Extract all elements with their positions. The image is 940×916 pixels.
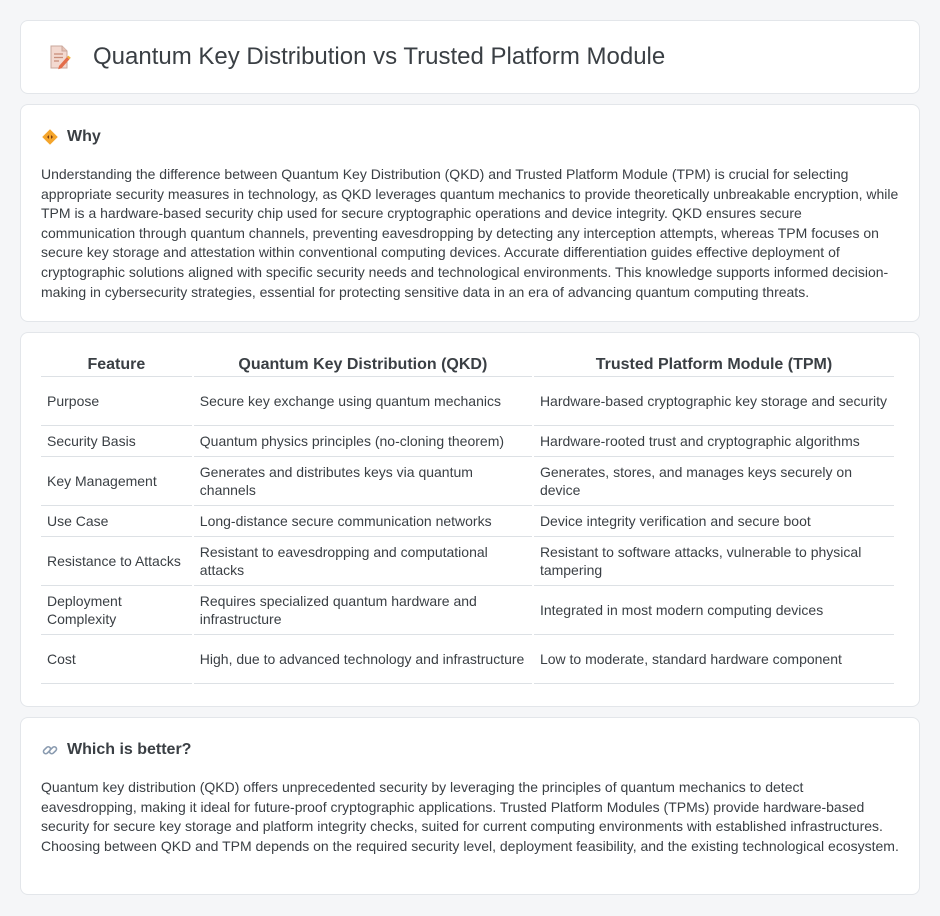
row-feature: Purpose xyxy=(41,377,192,426)
page-title: Quantum Key Distribution vs Trusted Platform Module xyxy=(93,43,666,70)
row-feature: Security Basis xyxy=(41,426,192,457)
title-card xyxy=(20,20,920,94)
row-qkd: Generates and distributes keys via quantum channels xyxy=(194,457,532,506)
row-qkd: Long-distance secure communication networks xyxy=(194,506,532,537)
row-tpm: Hardware-based cryptographic key storage and security xyxy=(534,377,894,426)
row-tpm: Integrated in most modern computing devices xyxy=(534,586,894,635)
table-row xyxy=(41,457,894,506)
row-feature: Cost xyxy=(41,635,192,684)
table-row xyxy=(41,426,894,457)
row-qkd: Resistant to eavesdropping and computational attacks xyxy=(194,537,532,586)
diamond-signal-icon xyxy=(41,128,59,146)
row-tpm: Generates, stores, and manages keys securely on device xyxy=(534,457,894,506)
header-tpm: Trusted Platform Module (TPM) xyxy=(534,353,894,377)
row-tpm: Hardware-rooted trust and cryptographic algorithms xyxy=(534,426,894,457)
table-row xyxy=(41,537,894,586)
better-text: Quantum key distribution (QKD) offers unprecedented security by leveraging the principles of quantum mechanics to detect eavesdropping, making it ideal for future-proof cryptographic applications. Trusted Platform Modules (TPMs) provide hardware-based security for secure key storage and platform integrity checks, suited for current computing environments with established infrastructures. Choosing between QKD and TPM depends on the required security level, deployment feasibility, and the existing technological ecosystem. xyxy=(41,779,899,854)
row-feature: Key Management xyxy=(41,457,192,506)
row-feature: Resistance to Attacks xyxy=(41,537,192,586)
link-icon xyxy=(41,741,59,759)
row-qkd: Quantum physics principles (no-cloning theorem) xyxy=(194,426,532,457)
row-feature: Use Case xyxy=(41,506,192,537)
which-is-better-section xyxy=(20,717,920,895)
why-heading: Why xyxy=(67,128,101,145)
comparison-table xyxy=(39,353,896,684)
header-feature: Feature xyxy=(41,353,192,377)
comparison-section xyxy=(20,332,920,707)
row-tpm: Resistant to software attacks, vulnerable to physical tampering xyxy=(534,537,894,586)
table-row xyxy=(41,506,894,537)
why-text: Understanding the difference between Quantum Key Distribution (QKD) and Trusted Platform Module (TPM) is crucial for selecting appropriate security measures in technology, as QKD leverages quantum mechanics to provide theoretically unbreakable encryption, while TPM is a hardware-based security chip used for secure cryptographic operations and device integrity. QKD ensures secure communication through quantum channels, preventing eavesdropping by detecting any interception attempts, whereas TPM focuses on secure key storage and attestation within conventional computing devices. Accurate differentiation guides effective deployment of cryptographic solutions aligned with specific security needs and technological environments. This knowledge supports informed decision-making in cybersecurity strategies, essential for protecting sensitive data in an era of advancing quantum computing threats. xyxy=(41,166,899,300)
better-heading: Which is better? xyxy=(67,741,192,758)
row-tpm: Device integrity verification and secure boot xyxy=(534,506,894,537)
row-qkd: Requires specialized quantum hardware and infrastructure xyxy=(194,586,532,635)
why-section xyxy=(20,104,920,322)
table-row xyxy=(41,635,894,684)
table-row xyxy=(41,377,894,426)
row-qkd: High, due to advanced technology and infrastructure xyxy=(194,635,532,684)
table-row xyxy=(41,586,894,635)
document-pencil-icon xyxy=(43,41,75,73)
row-tpm: Low to moderate, standard hardware component xyxy=(534,635,894,684)
row-qkd: Secure key exchange using quantum mechanics xyxy=(194,377,532,426)
row-feature: Deployment Complexity xyxy=(41,586,192,635)
header-qkd: Quantum Key Distribution (QKD) xyxy=(194,353,532,377)
